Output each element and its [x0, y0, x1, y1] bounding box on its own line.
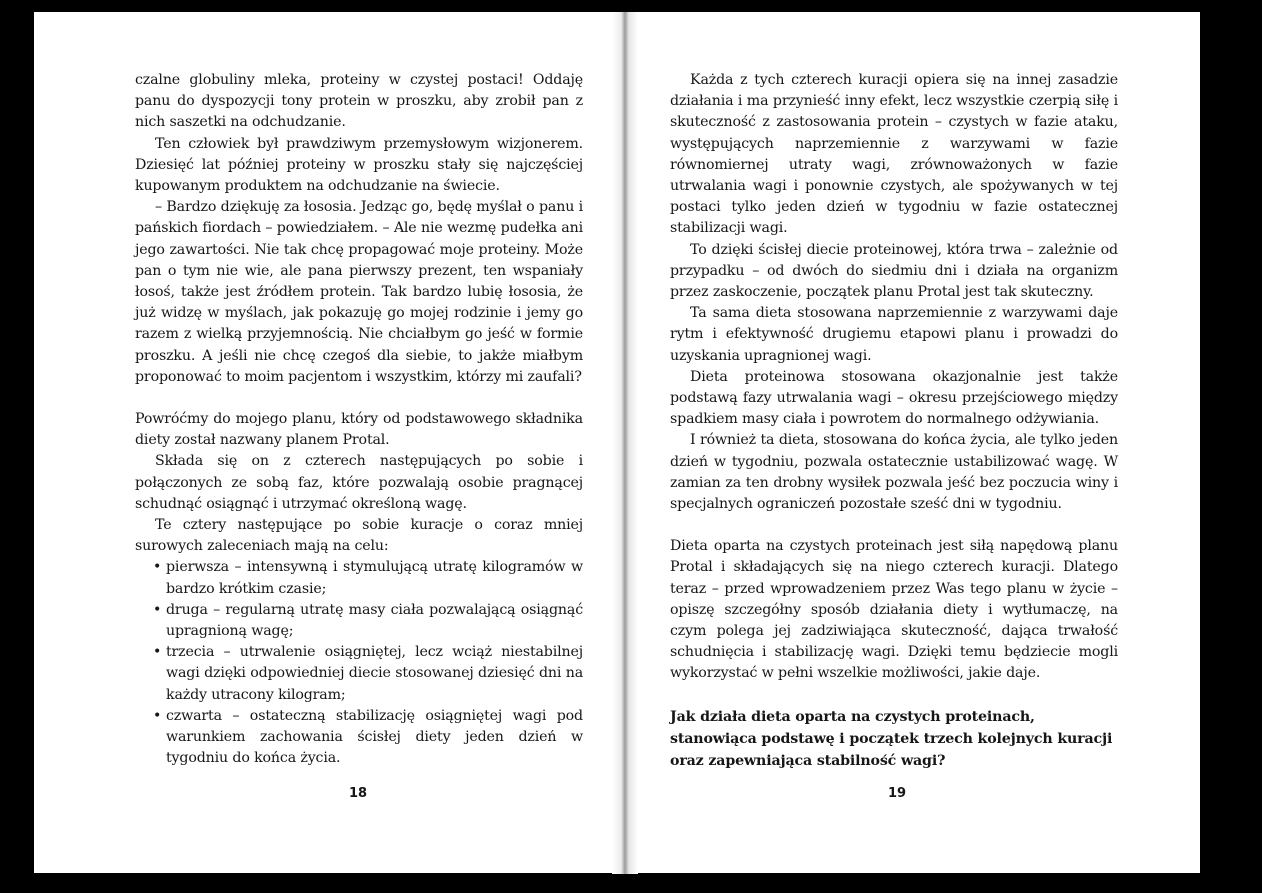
bullet-icon: •: [153, 644, 162, 661]
right-page: [670, 70, 1118, 772]
list-item: [135, 557, 583, 599]
scan-border-right: [1200, 0, 1262, 893]
list-item-text: druga – regularną utratę masy ciała pozwalającą osiągnąć upragnioną wagę;: [166, 601, 583, 640]
phase-list: [135, 557, 583, 769]
paragraph: To dzięki ścisłej diecie proteinowej, która trwa – zależnie od przypadku – od dwóch do siedmiu dni i działa na organizm przez zaskoczenie, początek planu Protal jest tak skuteczny.: [670, 241, 1118, 301]
scan-border-left: [0, 0, 34, 893]
paragraph: Ta sama dieta stosowana naprzemiennie z warzywami daje rytm i efektywność drugiemu etapowi planu i prowadzi do uzyskania upragnionej wagi.: [670, 305, 1118, 364]
list-item-text: czwarta – ostateczną stabilizację osiągniętej wagi pod warunkiem zachowania ścisłej diety jeden dzień w tygodniu do końca życia.: [166, 707, 583, 767]
paragraph: czalne globuliny mleka, proteiny w czystej postaci! Oddaję panu do dyspozycji tony protein w proszku, aby zrobił pan z nich saszetki na odchudzanie.: [135, 72, 583, 131]
page-number-right: 19: [888, 786, 907, 801]
bullet-icon: •: [153, 559, 162, 576]
section-break: [135, 388, 583, 409]
list-item: [135, 642, 583, 706]
scan-border-bottom: [0, 873, 1262, 893]
book-gutter: [612, 12, 638, 874]
section-break: [670, 685, 1118, 706]
list-item: [135, 706, 583, 770]
paragraph: Ten człowiek był prawdziwym przemysłowym wizjonerem. Dziesięć lat później proteiny w proszku stały się najczęściej kupowanym produktem na odchudzanie na świecie.: [135, 135, 583, 195]
left-page: [135, 70, 583, 770]
paragraph: Dieta proteinowa stosowana okazjonalnie jest także podstawą fazy utrwalania wagi – okresu przejściowego między spadkiem masy ciała i powrotem do normalnego odżywiania.: [670, 368, 1118, 428]
list-item-text: trzecia – utrwalenie osiągniętej, lecz wciąż niestabilnej wagi dzięki odpowiedniej diecie stosowanej dziesięć dni na każdy utracony kilogram;: [166, 644, 583, 703]
paragraph: Składa się on z czterech następujących po sobie i połączonych ze sobą faz, które pozwalają osobie pragnącej schudnąć osiągnąć i utrzymać określoną wagę.: [135, 453, 583, 512]
paragraph: Powróćmy do mojego planu, który od podstawowego składnika diety został nazwany planem Protal.: [135, 411, 583, 449]
paragraph: Te cztery następujące po sobie kuracje o coraz mniej surowych zaleceniach mają na celu:: [135, 517, 583, 555]
scan-border-top: [34, 0, 1200, 12]
bullet-icon: •: [153, 707, 162, 724]
paragraph: – Bardzo dziękuję za łososia. Jedząc go, będę myślał o panu i pańskich fiordach – powiedziałem. – Ale nie wezmę pudełka ani jego zawartości. Nie tak chcę propagować moje proteiny. Może pan o tym nie wie, ale pana pierwszy prezent, ten wspaniały łosoś, także jest źródłem protein. Tak bardzo lubię łososia, że już widzę w myślach, jak pokazuję go mojej rodzinie i jemy go razem z wielką przyjemnością. Nie chciałbym go jeść w formie proszku. A jeśli nie chcę czegoś dla siebie, to jakże miałbym proponować to moim pacjentom i wszystkim, którzy mi zaufali?: [135, 199, 583, 385]
paragraph: I również ta dieta, stosowana do końca życia, ale tylko jeden dzień w tygodniu, pozwala ostatecznie ustabilizować wagę. W zamian za ten drobny wysiłek pozwala jeść bez poczucia winy i specjalnych ograniczeń pozostałe sześć dni w tygodniu.: [670, 432, 1118, 513]
paragraph: Dieta oparta na czystych proteinach jest siłą napędową planu Protal i składających się na niego czterech kuracji. Dlatego teraz – przed wprowadzeniem przez Was tego planu w życie – opiszę szczegółny sposób działania diety i wytłumaczę, na czym polega jej zadziwiająca skuteczność, dająca trwałość schudnięcia i stabilizację wagi. Dzięki temu będziecie mogli wykorzystać w pełni wszelkie możliwości, jakie daje.: [670, 538, 1118, 682]
list-item: [135, 600, 583, 642]
list-item-text: pierwsza – intensywną i stymulującą utratę kilogramów w bardzo krótkim czasie;: [166, 559, 583, 597]
section-break: [670, 515, 1118, 536]
paragraph: Każda z tych czterech kuracji opiera się na innej zasadzie działania i ma przynieść inny efekt, lecz wszystkie czerpią siłę i skuteczność z zastosowania protein – czystych w fazie ataku, występujących naprzemiennie z warzywami w fazie równomiernej utraty wagi, zrównoważonych w fazie utrwalania wagi i ponownie czystych, ale spożywanych w tej postaci tylko jeden dzień w tygodniu w fazie ostatecznej stabilizacji wagi.: [670, 72, 1118, 237]
page-number-left: 18: [349, 786, 368, 801]
section-heading: Jak działa dieta oparta na czystych proteinach, stanowiąca podstawę i początek trzech kolejnych kuracji oraz zapewniająca stabilność wagi?: [670, 708, 1113, 769]
bullet-icon: •: [153, 601, 162, 618]
